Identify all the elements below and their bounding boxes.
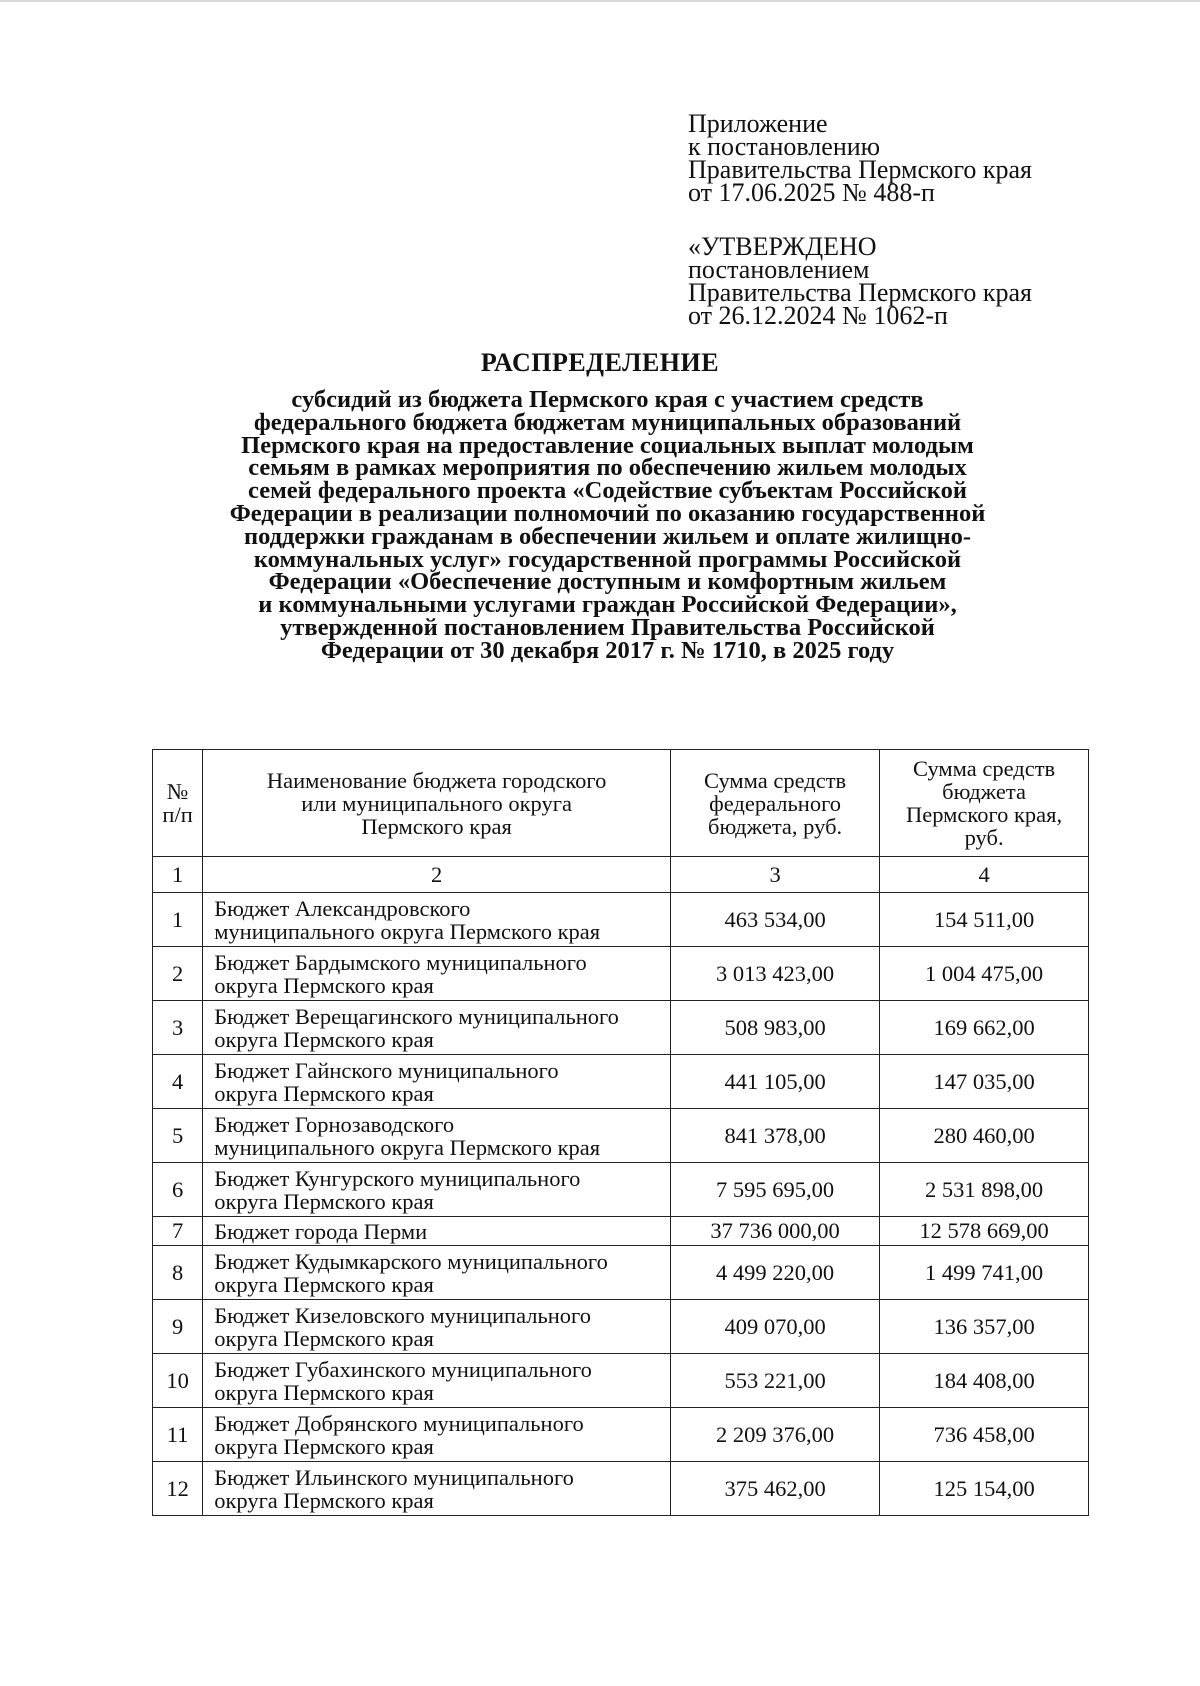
subtitle-line: поддержки гражданам в обеспечении жильем и оплате жилищно-	[243, 522, 971, 550]
budget-name	[203, 947, 671, 1001]
header-text: бюджета, руб.	[708, 813, 843, 839]
header-text: №	[166, 779, 189, 804]
budget-name-line: Бюджет Кудымкарского муниципального	[214, 1248, 608, 1274]
approved-line: постановлением	[688, 255, 870, 284]
regional-amount: 154 511,00	[880, 893, 1089, 947]
header-text: федерального	[709, 790, 841, 816]
approved-line: «УТВЕРЖДЕНО	[688, 232, 877, 261]
table-row	[153, 1246, 1089, 1300]
subtitle-line: семьям в рамках мероприятия по обеспечению жильем молодых	[248, 454, 967, 482]
budget-name-line: Бюджет города Перми	[214, 1218, 428, 1244]
subtitle-line: коммунальных услуг» государственной программы Российской	[253, 545, 962, 573]
budget-name-line: округа Пермского края	[214, 1433, 434, 1459]
regional-amount: 1 499 741,00	[880, 1246, 1089, 1300]
federal-amount: 3 013 423,00	[671, 947, 880, 1001]
scan-edge-line	[0, 0, 1200, 2]
budget-name-line: округа Пермского края	[214, 972, 434, 998]
subtitle-line: Федерации от 30 декабря 2017 г. № 1710, в 2025 году	[320, 636, 895, 664]
table-row	[153, 1354, 1089, 1408]
table-row	[153, 1001, 1089, 1055]
regional-amount: 736 458,00	[880, 1408, 1089, 1462]
budget-name-line: округа Пермского края	[214, 1188, 434, 1214]
row-number: 2	[153, 947, 203, 1001]
header-text: Пермского края	[361, 813, 512, 839]
row-number: 11	[153, 1408, 203, 1462]
budget-name	[203, 1354, 671, 1408]
budget-name-line: округа Пермского края	[214, 1271, 434, 1297]
subtitle-line: утвержденной постановлением Правительства Российской	[280, 613, 935, 641]
table-row	[153, 1055, 1089, 1109]
subtitle-line: Федерации в реализации полномочий по оказанию государственной	[229, 499, 986, 527]
budget-name-line: округа Пермского края	[214, 1487, 434, 1513]
table-row	[153, 893, 1089, 947]
budget-name-line: муниципального округа Пермского края	[214, 918, 601, 944]
regional-amount: 136 357,00	[880, 1300, 1089, 1354]
regional-amount: 169 662,00	[880, 1001, 1089, 1055]
budget-name-line: муниципального округа Пермского края	[214, 1134, 601, 1160]
federal-amount: 4 499 220,00	[671, 1246, 880, 1300]
budget-name	[203, 1163, 671, 1217]
budget-name-line: Бюджет Бардымского муниципального	[214, 949, 587, 975]
row-number: 6	[153, 1163, 203, 1217]
budget-name	[203, 1109, 671, 1163]
subtitle-line: семей федерального проекта «Содействие субъектам Российской	[248, 477, 967, 505]
budget-name-line: Бюджет Верещагинского муниципального	[214, 1003, 619, 1029]
appendix-block	[688, 109, 1032, 330]
federal-amount: 841 378,00	[671, 1109, 880, 1163]
header-text: Наименование бюджета городского	[266, 767, 607, 793]
budget-name-line: Бюджет Ильинского муниципального	[214, 1464, 574, 1490]
subtitle-line: субсидий из бюджета Пермского края с участием средств	[291, 386, 924, 413]
header-text: бюджета	[942, 779, 1027, 804]
row-number: 1	[153, 893, 203, 947]
federal-amount: 508 983,00	[671, 1001, 880, 1055]
table-row	[153, 1462, 1089, 1516]
document-title: РАСПРЕДЕЛЕНИЕ	[480, 348, 720, 377]
budget-name	[203, 1001, 671, 1055]
subtitle-line: и коммунальными услугами граждан Российской Федерации»,	[258, 591, 957, 619]
table-row	[153, 1109, 1089, 1163]
table-row	[153, 947, 1089, 1001]
row-number: 10	[153, 1354, 203, 1408]
header-text: п/п	[162, 802, 193, 827]
header-text: Сумма средств	[704, 767, 847, 793]
document-subtitle	[150, 386, 1065, 664]
header-regional	[880, 750, 1089, 857]
row-number: 5	[153, 1109, 203, 1163]
regional-amount: 280 460,00	[880, 1109, 1089, 1163]
budget-name-line: округа Пермского края	[214, 1026, 434, 1052]
regional-amount: 12 578 669,00	[880, 1217, 1089, 1246]
approved-line: от 26.12.2024 № 1062-п	[688, 301, 948, 330]
header-num	[153, 750, 203, 857]
federal-amount: 37 736 000,00	[671, 1217, 880, 1246]
regional-amount: 184 408,00	[880, 1354, 1089, 1408]
column-number: 4	[880, 857, 1089, 893]
row-number: 8	[153, 1246, 203, 1300]
federal-amount: 7 595 695,00	[671, 1163, 880, 1217]
appendix-line: к постановлению	[688, 132, 881, 161]
column-number: 1	[153, 857, 203, 893]
budget-name	[203, 893, 671, 947]
budget-name-line: Бюджет Александровского	[214, 895, 471, 921]
federal-amount: 463 534,00	[671, 893, 880, 947]
subtitle-line: Федерации «Обеспечение доступным и комфортным жильем	[268, 568, 947, 596]
row-number: 9	[153, 1300, 203, 1354]
regional-amount: 2 531 898,00	[880, 1163, 1089, 1217]
budget-name	[203, 1055, 671, 1109]
column-number-row	[153, 857, 1089, 893]
header-text: или муниципального округа	[301, 790, 572, 816]
budget-name-line: Бюджет Добрянского муниципального	[214, 1410, 584, 1436]
header-name	[203, 750, 671, 857]
row-number: 3	[153, 1001, 203, 1055]
subtitle-line: федерального бюджета бюджетам муниципальных образований	[253, 408, 962, 436]
appendix-line: от 17.06.2025 № 488-п	[688, 178, 935, 207]
appendix-line: Правительства Пермского края	[688, 155, 1032, 184]
row-number: 7	[153, 1217, 203, 1246]
column-number: 3	[671, 857, 880, 893]
budget-name-line: Бюджет Гайнского муниципального	[214, 1057, 559, 1083]
regional-amount: 147 035,00	[880, 1055, 1089, 1109]
federal-amount: 2 209 376,00	[671, 1408, 880, 1462]
budget-name-line: Бюджет Кунгурского муниципального	[214, 1165, 581, 1191]
federal-amount: 375 462,00	[671, 1462, 880, 1516]
table-row	[153, 1408, 1089, 1462]
column-number: 2	[203, 857, 671, 893]
table-row	[153, 1217, 1089, 1246]
budget-name	[203, 1462, 671, 1516]
allocation-table	[152, 749, 1089, 1516]
budget-name-line: округа Пермского края	[214, 1379, 434, 1405]
appendix-line: Приложение	[688, 109, 828, 138]
budget-name	[203, 1300, 671, 1354]
budget-name-line: Бюджет Кизеловского муниципального	[214, 1302, 591, 1328]
budget-name-line: Бюджет Губахинского муниципального	[214, 1356, 592, 1382]
header-text: Пермского края,	[906, 802, 1063, 827]
header-text: Сумма средств	[913, 756, 1056, 781]
budget-name-line: Бюджет Горнозаводского	[214, 1111, 455, 1137]
budget-name-line: округа Пермского края	[214, 1080, 434, 1106]
table-header-row	[153, 750, 1089, 857]
row-number: 12	[153, 1462, 203, 1516]
budget-name-line: округа Пермского края	[214, 1325, 434, 1351]
federal-amount: 553 221,00	[671, 1354, 880, 1408]
header-text: руб.	[964, 825, 1004, 850]
budget-name	[203, 1408, 671, 1462]
subtitle-line: Пермского края на предоставление социальных выплат молодым	[241, 431, 974, 459]
table-row	[153, 1300, 1089, 1354]
table-row	[153, 1163, 1089, 1217]
row-number: 4	[153, 1055, 203, 1109]
federal-amount: 441 105,00	[671, 1055, 880, 1109]
budget-name	[203, 1217, 671, 1246]
header-federal	[671, 750, 880, 857]
federal-amount: 409 070,00	[671, 1300, 880, 1354]
approved-line: Правительства Пермского края	[688, 278, 1032, 307]
budget-name	[203, 1246, 671, 1300]
regional-amount: 1 004 475,00	[880, 947, 1089, 1001]
regional-amount: 125 154,00	[880, 1462, 1089, 1516]
